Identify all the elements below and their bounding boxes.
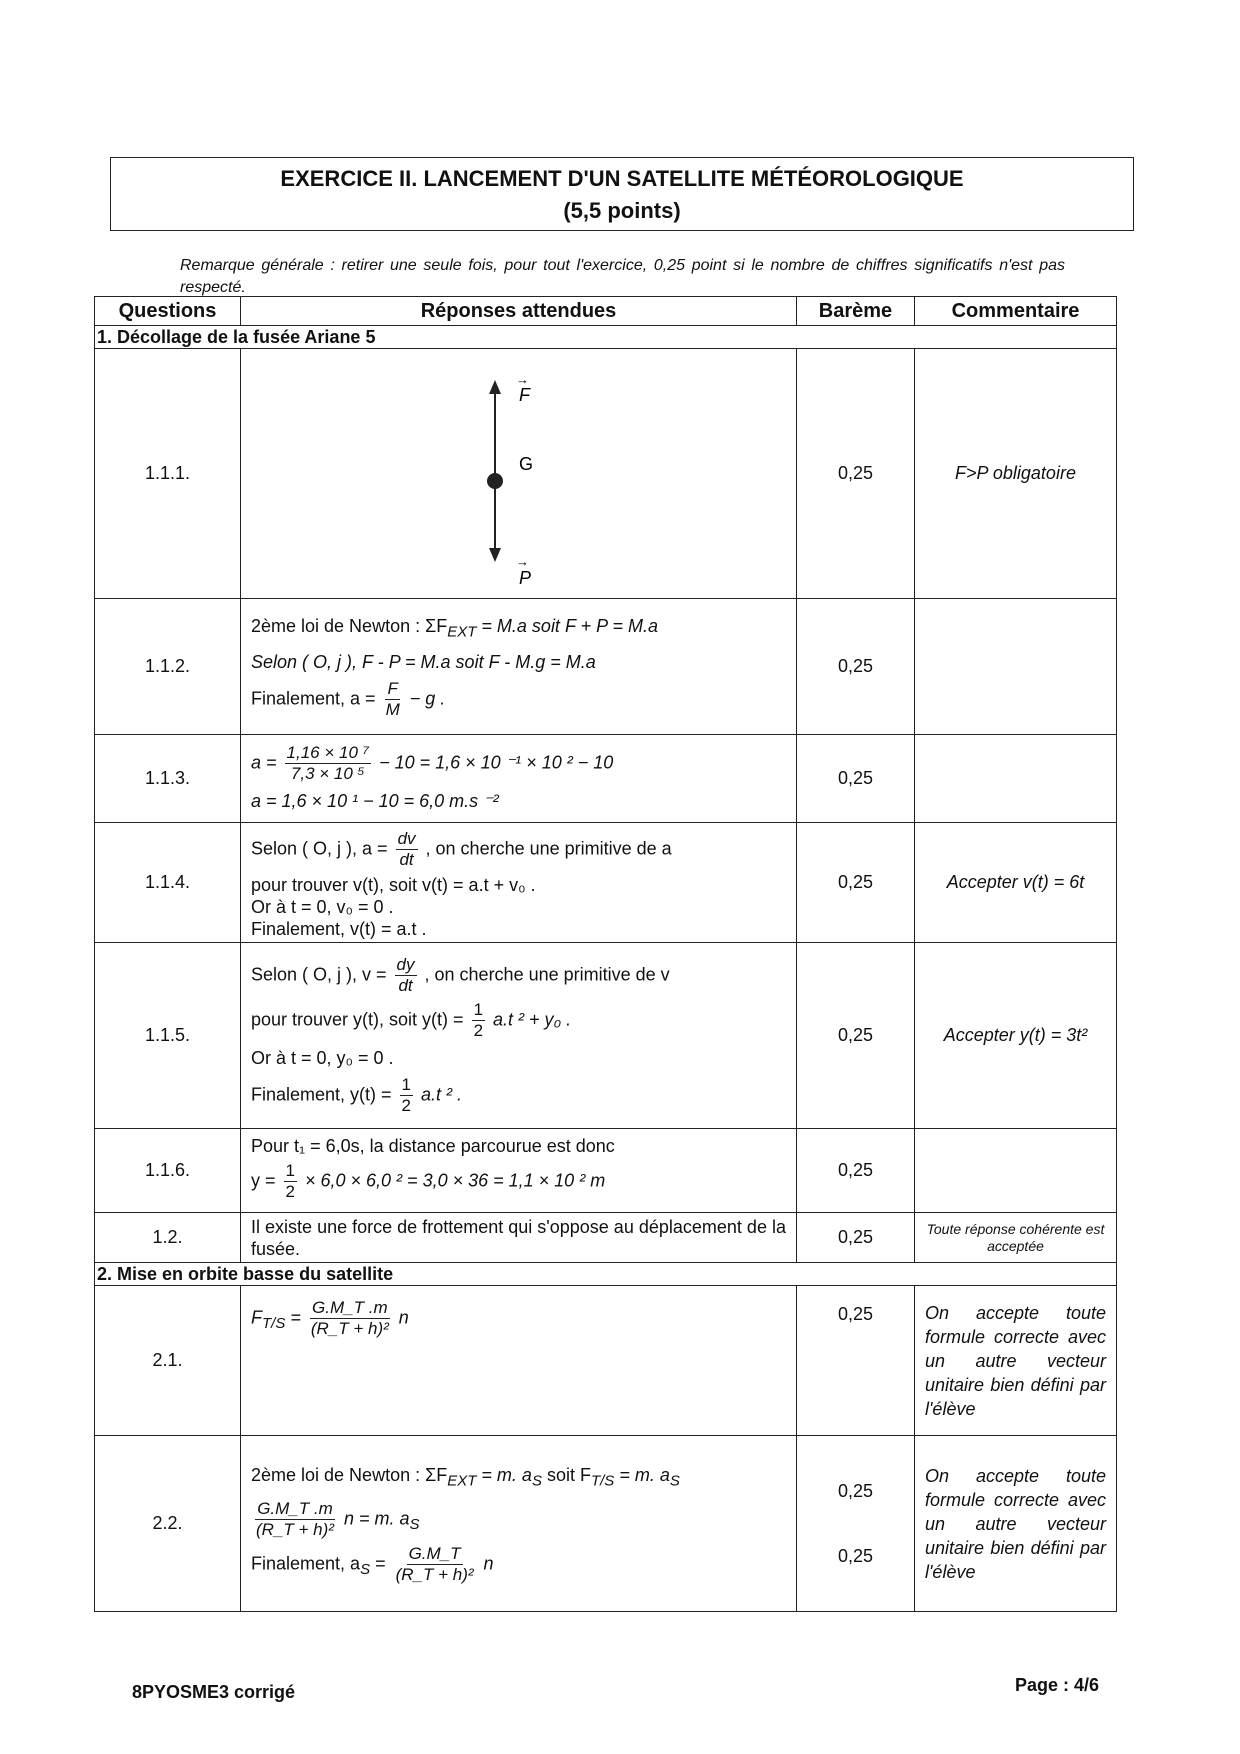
arrow-up-icon (489, 380, 501, 394)
comment: F>P obligatoire (915, 349, 1117, 599)
answer-line: Pour t₁ = 6,0s, la distance parcourue est donc (251, 1136, 615, 1156)
comment-empty (915, 735, 1117, 823)
question-number: 2.1. (95, 1286, 241, 1436)
points: 0,25 (797, 1286, 915, 1436)
section-2-title: 2. Mise en orbite basse du satellite (95, 1263, 1117, 1286)
points: 0,25 (797, 943, 915, 1129)
table-row (95, 1129, 1117, 1213)
points: 0,25 (797, 349, 915, 599)
result-text: a = 1,6 × 10 ¹ − 10 = 6,0 m.s ⁻² (251, 791, 499, 811)
answer-text: Il existe une force de frottement qui s'oppose au déplacement de la fusée. (241, 1213, 797, 1263)
question-number: 1.1.5. (95, 943, 241, 1129)
section-row (95, 1263, 1117, 1286)
points: 0,25 (797, 1213, 915, 1263)
table-row (95, 823, 1117, 943)
question-number: 1.1.1. (95, 349, 241, 599)
answer-line: Or à t = 0, y₀ = 0 . (251, 1048, 394, 1068)
answer-line: Or à t = 0, v₀ = 0 . (251, 897, 394, 917)
points: 0,25 (797, 735, 915, 823)
answer-cell: a = $\frac{\text{1,16 × 10 ⁷}}{\text{7,3 × 10 ⁵}}$ − 10 = 1,6 × 10 ⁻¹ × 10 ² − 10 a = 1,6 × 10 ¹ − 10 = 6,0 m.s ⁻² (241, 735, 797, 823)
vector-arrow-icon: → (516, 553, 529, 569)
answer-cell: Selon ( O, j ), a = $\frac{dv}{dt}$ , on cherche une primitive de a pour trouver v(t), soit v(t) = a.t + v₀ . Or à t = 0, v₀ = 0 . Finalement, v(t) = a.t . (241, 823, 797, 943)
comment: Accepter y(t) = 3t² (915, 943, 1117, 1129)
newton-law-text: 2ème loi de Newton : ΣF (251, 615, 448, 636)
fraction: $\frac{G.M\_T .m}{\text{(R\_T + h)²}}$ (310, 1298, 389, 1338)
exercise-title: EXERCICE II. LANCEMENT D'UN SATELLITE MÉTÉOROLOGIQUE (280, 166, 964, 191)
table-row (95, 1436, 1117, 1612)
page-number: Page : 4/6 (1015, 1675, 1100, 1695)
fraction: $\frac{G.M\_T .m}{\text{(R\_T + h)²}}$ (256, 1498, 334, 1539)
arrow-down-icon (489, 548, 501, 562)
general-remark: Remarque générale : retirer une seule fois, pour tout l'exercice, 0,25 point si le nombre de chiffres significatifs n'est pas respecté. (180, 257, 1065, 296)
table-row (95, 1286, 1117, 1436)
points: 0,25 (837, 1480, 874, 1501)
answer-cell (241, 599, 797, 735)
table-row (95, 735, 1117, 823)
projection-text: Selon ( O, j ), F - P = M.a soit F - M.g = M.a (251, 652, 596, 673)
header-row (95, 297, 1117, 326)
weight-P-label: P (519, 567, 532, 588)
points: 0,25 (797, 599, 915, 735)
table-row (95, 349, 1117, 599)
fraction: $\frac{1}{2}$ (401, 1075, 412, 1115)
exercise-points: (5,5 points) (563, 198, 681, 223)
points: 0,25 (797, 1129, 915, 1213)
fraction: $\frac{\text{1,16 × 10 ⁷}}{\text{7,3 × 10 ⁵}}$ (286, 743, 370, 783)
header-answers: Réponses attendues (241, 297, 797, 326)
comment: On accepte toute formule correcte avec un autre vecteur unitaire bien défini par l'élève (915, 1436, 1117, 1612)
question-number: 1.1.6. (95, 1129, 241, 1213)
question-number: 1.2. (95, 1213, 241, 1263)
fraction: $\frac{dy}{dt}$ (396, 955, 415, 995)
question-number: 1.1.2. (95, 599, 241, 735)
answer-cell: 2ème loi de Newton : $\Sigma F_{EXT} = m$. $a_S$ soit $F_{T/S} = m$. $a_S$ $\frac{G.M\_T .m}{\text{(R\_T + h)²}}$ n = m. $a_S$ Finalement, $a_S$ = $\frac{G.M\_T}{\text{(R\_T + h)²}}$ n (241, 1436, 797, 1612)
points: 0,25 (837, 1545, 874, 1566)
document-code: 8PYOSME3 corrigé (132, 1682, 296, 1702)
answer-cell: $F_{T/S}$ = $\frac{G.M\_T .m}{\text{(R\_T + h)²}}$ n (241, 1286, 797, 1436)
fraction: $\frac{1}{2}$ (285, 1161, 295, 1201)
comment-empty (915, 599, 1117, 735)
points-cell (797, 1436, 915, 1612)
table-row (95, 599, 1117, 735)
final-text: Finalement, a = (251, 688, 381, 709)
subscript: EXT (447, 623, 477, 641)
question-number: 1.1.4. (95, 823, 241, 943)
points: 0,25 (797, 823, 915, 943)
fraction: $\frac{dv}{dt}$ (397, 829, 416, 869)
table-row (95, 1213, 1117, 1263)
exercise-title-box (110, 157, 1134, 231)
center-of-gravity-dot (487, 473, 503, 489)
answer-line: pour trouver v(t), soit v(t) = a.t + v₀ . (251, 875, 536, 895)
section-1-title: 1. Décollage de la fusée Ariane 5 (95, 326, 1117, 349)
header-scale: Barème (797, 297, 915, 326)
newton-law-rest: = M.a soit F + P = M.a (476, 615, 658, 636)
fraction: $\frac{F}{M}$ (385, 679, 400, 720)
answer-cell: Selon ( O, j ), v = $\frac{dy}{dt}$ , on cherche une primitive de v pour trouver y(t), soit y(t) = $\frac{1}{2}$ a.t ² + y₀ . Or à t = 0, y₀ = 0 . Finalement, y(t) = $\frac{1}{2}$ a.t ² . (241, 943, 797, 1129)
fraction: $\frac{1}{2}$ (473, 1000, 484, 1040)
header-questions: Questions (95, 297, 241, 326)
table-row (95, 943, 1117, 1129)
force-diagram (251, 354, 781, 594)
answer-line: Finalement, v(t) = a.t . (251, 919, 427, 939)
force-diagram-cell (241, 349, 797, 599)
comment: Toute réponse cohérente est acceptée (915, 1213, 1117, 1263)
point-G-label: G (519, 453, 534, 474)
header-comment: Commentaire (915, 297, 1117, 326)
question-number: 2.2. (95, 1436, 241, 1612)
force-F-label: F (519, 384, 530, 405)
answer-grid (94, 296, 1117, 1612)
comment: On accepte toute formule correcte avec un autre vecteur unitaire bien défini par l'élève (915, 1286, 1117, 1436)
final-rest: − g . (404, 688, 446, 709)
fraction: $\frac{G.M\_T}{\text{(R\_T + h)²}}$ (395, 1543, 474, 1584)
question-number: 1.1.3. (95, 735, 241, 823)
comment-empty (915, 1129, 1117, 1213)
comment: Accepter v(t) = 6t (915, 823, 1117, 943)
vector-arrow-icon: → (516, 371, 529, 387)
answer-cell: Pour t₁ = 6,0s, la distance parcourue est donc y = $\frac{1}{2}$ × 6,0 × 6,0 ² = 3,0 × 36 = 1,1 × 10 ² m (241, 1129, 797, 1213)
section-row (95, 326, 1117, 349)
